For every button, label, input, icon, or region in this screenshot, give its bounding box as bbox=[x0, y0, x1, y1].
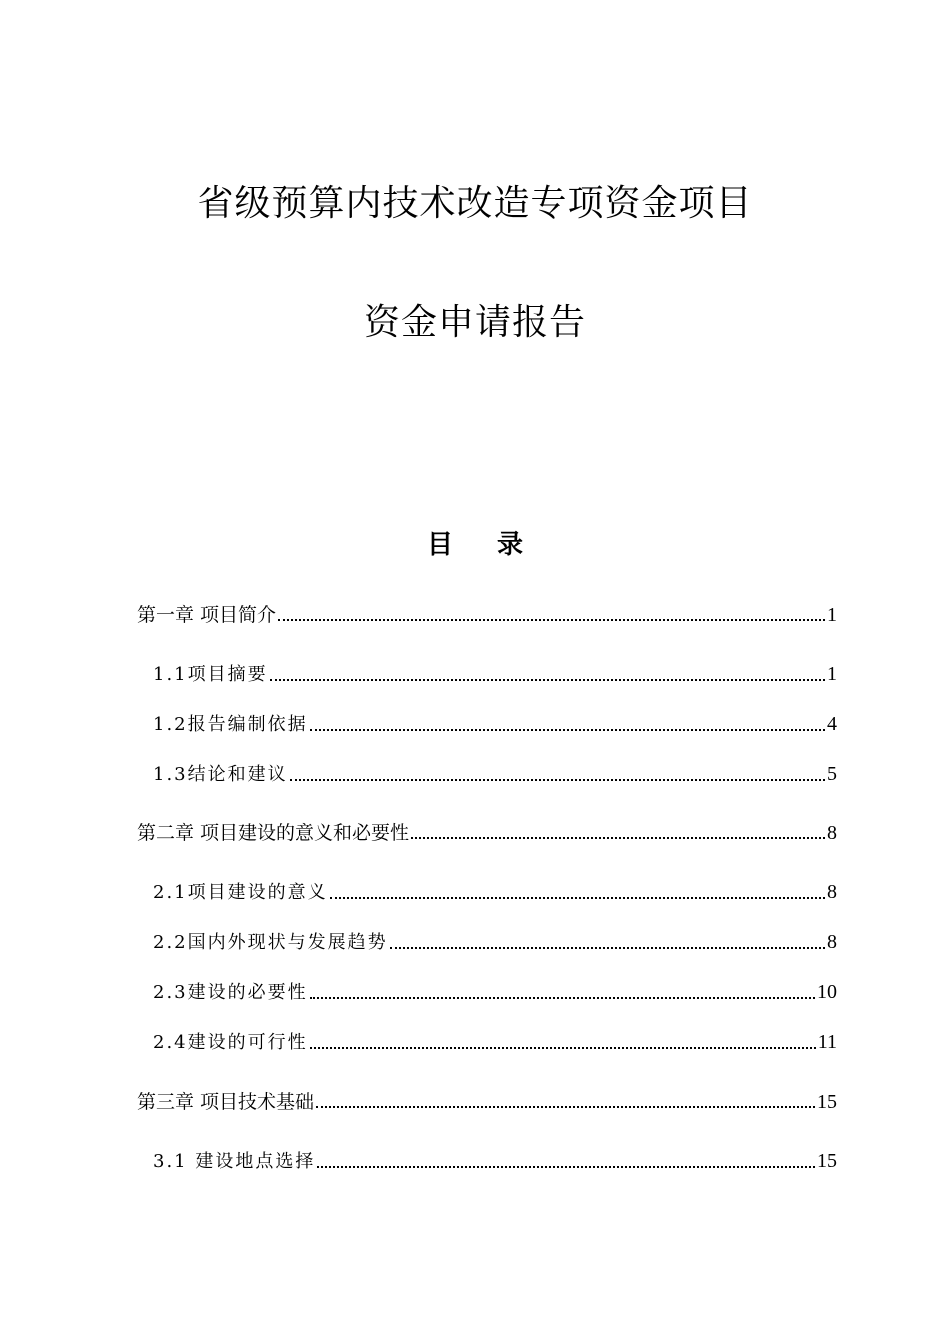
toc-entry-chapter-3[interactable] bbox=[137, 1087, 837, 1113]
toc-entry-label: 2.1项目建设的意义 bbox=[153, 882, 328, 903]
toc-entry-section-1-1[interactable] bbox=[153, 660, 837, 686]
document-title-line-2: 资金申请报告 bbox=[363, 302, 586, 343]
toc-entry-section-1-2[interactable] bbox=[153, 710, 837, 736]
toc-dot-leader bbox=[317, 1166, 815, 1168]
toc-dot-leader bbox=[310, 729, 825, 731]
toc-entry-section-1-3[interactable] bbox=[153, 760, 837, 786]
toc-entry-section-2-2[interactable] bbox=[153, 928, 837, 954]
toc-entry-page: 1 bbox=[827, 663, 837, 685]
toc-dot-leader bbox=[411, 837, 825, 839]
toc-entry-section-3-1[interactable] bbox=[153, 1147, 837, 1173]
toc-entry-label: 2.3建设的必要性 bbox=[153, 982, 308, 1003]
toc-entry-page: 8 bbox=[827, 931, 837, 953]
toc-entry-page: 8 bbox=[827, 881, 837, 903]
toc-heading bbox=[0, 532, 950, 558]
toc-entry-section-2-1[interactable] bbox=[153, 878, 837, 904]
toc-dot-leader bbox=[330, 897, 825, 899]
toc-entry-chapter-2[interactable] bbox=[137, 818, 837, 844]
toc-entry-page: 5 bbox=[827, 763, 837, 785]
toc-entry-label: 第一章 项目简介 bbox=[137, 604, 277, 626]
toc-heading-left: 目 bbox=[426, 530, 453, 560]
toc-entry-section-2-4[interactable] bbox=[153, 1028, 837, 1054]
toc-entry-label: 1.2报告编制依据 bbox=[153, 714, 308, 735]
toc-dot-leader bbox=[310, 1047, 816, 1049]
toc-dot-leader bbox=[290, 779, 825, 781]
document-title-line-1: 省级预算内技术改造专项资金项目 bbox=[197, 183, 753, 224]
toc-entry-label: 3.1 建设地点选择 bbox=[153, 1151, 316, 1172]
toc-entry-chapter-1[interactable] bbox=[137, 600, 837, 626]
toc-heading-right: 录 bbox=[497, 530, 524, 560]
toc-entry-label: 2.2国内外现状与发展趋势 bbox=[153, 932, 388, 953]
toc-entry-page: 10 bbox=[817, 981, 837, 1003]
toc-entry-label: 第三章 项目技术基础 bbox=[137, 1091, 315, 1113]
toc-entry-section-2-3[interactable] bbox=[153, 978, 837, 1004]
toc-entry-page: 1 bbox=[827, 604, 837, 626]
toc-entry-page: 15 bbox=[817, 1150, 837, 1172]
toc-dot-leader bbox=[270, 679, 825, 681]
toc-dot-leader bbox=[390, 947, 825, 949]
toc-entry-label: 1.3结论和建议 bbox=[153, 764, 288, 785]
toc-entry-label: 第二章 项目建设的意义和必要性 bbox=[137, 822, 410, 844]
toc-entry-page: 15 bbox=[817, 1091, 837, 1113]
toc-dot-leader bbox=[278, 619, 825, 621]
toc-dot-leader bbox=[316, 1106, 815, 1108]
toc-entry-label: 1.1项目摘要 bbox=[153, 664, 268, 685]
toc-entry-label: 2.4建设的可行性 bbox=[153, 1032, 308, 1053]
toc-entry-page: 8 bbox=[827, 822, 837, 844]
toc-dot-leader bbox=[310, 997, 815, 999]
toc-entry-page: 4 bbox=[827, 713, 837, 735]
toc-entry-page: 11 bbox=[817, 1031, 837, 1053]
